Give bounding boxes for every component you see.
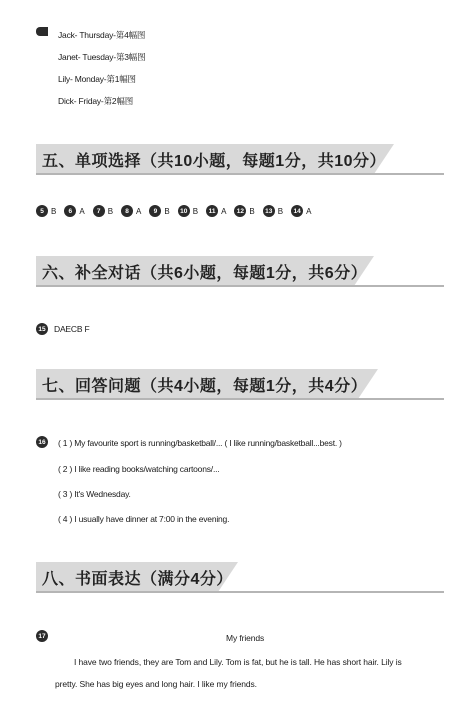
- section-title: 八、书面表达（满分4分）: [42, 571, 233, 588]
- section-header-dialogue: [36, 256, 444, 289]
- section-header-writing: [36, 562, 444, 595]
- question-marker: [36, 27, 48, 36]
- answer-line: ( 2 ) I like reading books/watching cartoons/...: [58, 464, 220, 474]
- question-number-badge: 9: [149, 205, 161, 217]
- question-number-badge: 7: [93, 205, 105, 217]
- mc-answer-item: [36, 205, 56, 217]
- section-divider: [36, 285, 444, 287]
- question-number-badge: 10: [178, 205, 190, 217]
- section-title: 五、单项选择（共10小题，每题1分，共10分）: [42, 153, 386, 170]
- mc-answer-item: [206, 205, 226, 217]
- section-divider: [36, 173, 444, 175]
- match-answer-line: Jack- Thursday-第4幅图: [58, 30, 146, 40]
- section-divider: [36, 398, 444, 400]
- mc-answer-item: [149, 205, 169, 217]
- mc-answer-item: [291, 205, 311, 217]
- question-number-badge: 8: [121, 205, 133, 217]
- answer-line: ( 1 ) My favourite sport is running/basketball/... ( I like running/basketball...best. ): [58, 438, 342, 448]
- question-number-badge: 14: [291, 205, 303, 217]
- section-header-multiple-choice: [36, 144, 444, 177]
- mc-answer: B: [249, 206, 255, 216]
- question-number-badge: 17: [36, 630, 48, 642]
- mc-answer-item: [234, 205, 254, 217]
- section-title: 七、回答问题（共4小题，每题1分，共4分）: [42, 378, 368, 395]
- match-answer-line: Janet- Tuesday-第3幅图: [58, 52, 146, 62]
- mc-answer: B: [164, 206, 170, 216]
- match-answer-line: Lily- Monday-第1幅图: [58, 74, 136, 84]
- essay-line: I have two friends, they are Tom and Lily. Tom is fat, but he is tall. He has short hair. Lily is: [74, 657, 402, 667]
- question-number-badge: 13: [263, 205, 275, 217]
- mc-answer: A: [306, 206, 312, 216]
- section-divider: [36, 591, 444, 593]
- mc-answer: B: [51, 206, 57, 216]
- mc-answer: B: [107, 206, 114, 216]
- match-answer-line: Dick- Friday-第2幅图: [58, 96, 133, 106]
- mc-answer-item: [93, 205, 113, 217]
- mc-answer-item: [263, 205, 283, 217]
- mc-answer-item: [121, 205, 141, 217]
- section-title: 六、补全对话（共6小题，每题1分，共6分）: [42, 265, 368, 282]
- essay-line: pretty. She has big eyes and long hair. I like my friends.: [55, 679, 257, 689]
- mc-answer-item: [64, 205, 84, 217]
- dialogue-answer: DAECB F: [54, 324, 90, 334]
- question-number-badge: 12: [234, 205, 246, 217]
- mc-answer: A: [221, 206, 227, 216]
- question-number-badge: 15: [36, 323, 48, 335]
- question-number-badge: 11: [206, 205, 218, 217]
- essay-title: My friends: [226, 633, 265, 643]
- mc-answer-item: [178, 205, 198, 217]
- section-header-questions: [36, 369, 444, 402]
- answer-line: ( 4 ) I usually have dinner at 7:00 in the evening.: [58, 514, 230, 524]
- mc-answer: A: [79, 206, 85, 216]
- question-number-badge: 5: [36, 205, 48, 217]
- question-number-badge: 16: [36, 436, 48, 448]
- answer-line: ( 3 ) It's Wednesday.: [58, 489, 131, 499]
- mc-answer: B: [277, 206, 284, 216]
- mc-answer: B: [192, 206, 199, 216]
- mc-answer: A: [136, 206, 142, 216]
- multiple-choice-answers: [36, 205, 319, 217]
- question-number-badge: 6: [64, 205, 76, 217]
